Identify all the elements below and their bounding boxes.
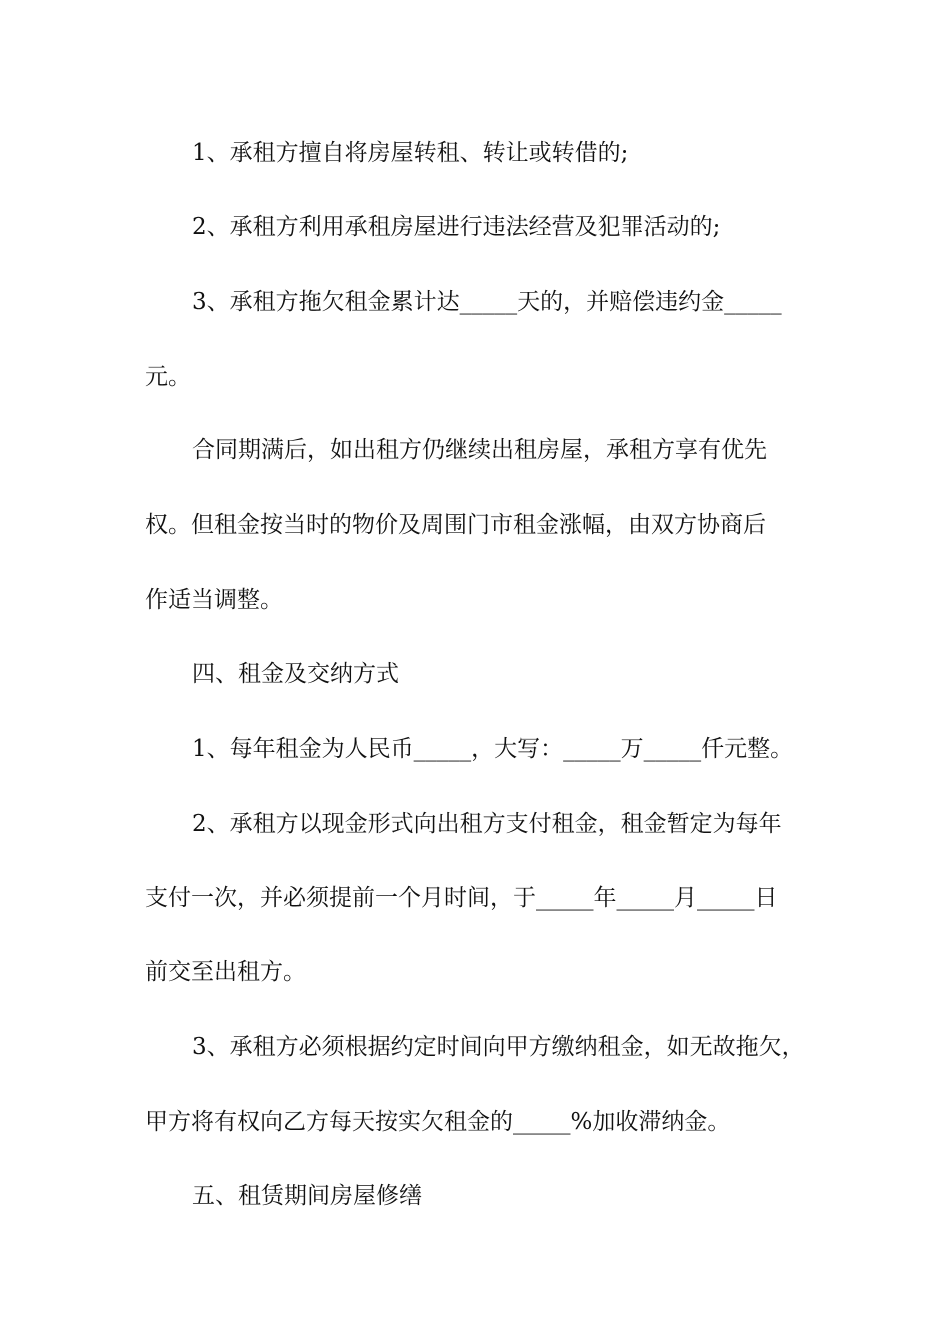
clause-line xyxy=(0,804,950,844)
clause-text: 3、承租方拖欠租金累计达_____天的，并赔偿违约金_____ xyxy=(192,289,782,315)
section-heading xyxy=(0,654,950,694)
paragraph-text: 合同期满后，如出租方仍继续出租房屋，承租方享有优先 xyxy=(192,437,767,463)
paragraph-line xyxy=(0,505,950,545)
clause-line xyxy=(0,133,950,173)
clause-text: 1、承租方擅自将房屋转租、转让或转借的; xyxy=(192,140,629,166)
clause-line xyxy=(0,207,950,247)
clause-text: 2、承租方以现金形式向出租方支付租金，租金暂定为每年 xyxy=(192,811,782,837)
clause-line xyxy=(0,1027,950,1067)
clause-line xyxy=(0,357,950,397)
clause-text: 元。 xyxy=(145,364,191,390)
clause-line xyxy=(0,1102,950,1142)
clause-line xyxy=(0,729,950,769)
section-heading xyxy=(0,1176,950,1216)
clause-text: 甲方将有权向乙方每天按实欠租金的_____%加收滞纳金。 xyxy=(145,1109,731,1135)
clause-text: 3、承租方必须根据约定时间向甲方缴纳租金，如无故拖欠， xyxy=(192,1034,805,1060)
clause-text: 2、承租方利用承租房屋进行违法经营及犯罪活动的; xyxy=(192,214,721,240)
section-heading-text: 四、租金及交纳方式 xyxy=(192,661,399,687)
clause-text: 前交至出租方。 xyxy=(145,959,306,985)
clause-line xyxy=(0,952,950,992)
paragraph-text: 作适当调整。 xyxy=(145,587,283,613)
paragraph-line xyxy=(0,580,950,620)
clause-text: 1、每年租金为人民币_____，大写：_____万_____仟元整。 xyxy=(192,736,794,762)
clause-line xyxy=(0,282,950,322)
paragraph-text: 权。但租金按当时的物价及周围门市租金涨幅，由双方协商后 xyxy=(145,512,766,538)
clause-text: 支付一次，并必须提前一个月时间，于_____年_____月_____日 xyxy=(145,885,778,911)
paragraph-line xyxy=(0,430,950,470)
section-heading-text: 五、租赁期间房屋修缮 xyxy=(192,1183,422,1209)
clause-line xyxy=(0,878,950,918)
